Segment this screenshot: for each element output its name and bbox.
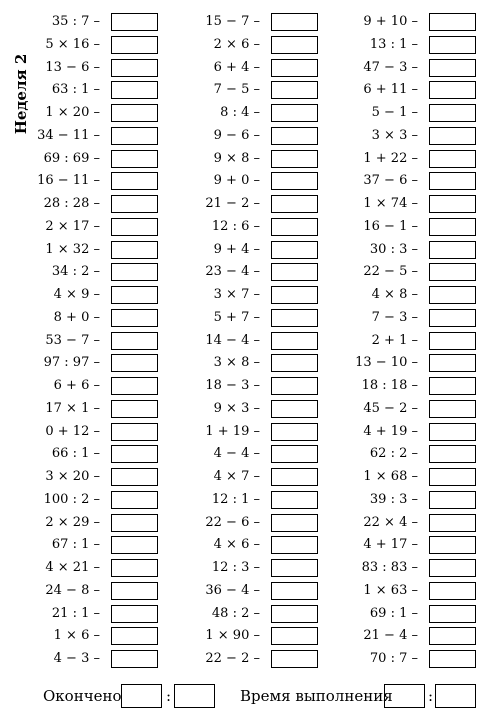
answer-box[interactable] <box>271 241 318 259</box>
problem-expression: 62 : 2 – <box>370 446 418 462</box>
problem-row <box>160 422 320 445</box>
problem-expression: 5 × 16 – <box>45 37 100 53</box>
answer-box[interactable] <box>271 286 318 304</box>
answer-box[interactable] <box>271 605 318 623</box>
answer-box[interactable] <box>111 172 158 190</box>
answer-box[interactable] <box>111 59 158 77</box>
problem-expression: 5 + 7 – <box>214 310 260 326</box>
finished-label: Окончено <box>43 687 122 705</box>
problem-expression: 8 + 0 – <box>54 310 100 326</box>
problem-expression: 9 + 0 – <box>214 173 260 189</box>
problem-expression: 21 − 4 – <box>363 628 418 644</box>
problem-row <box>318 308 478 331</box>
answer-box[interactable] <box>111 81 158 99</box>
problem-row <box>160 80 320 103</box>
answer-box[interactable] <box>429 172 476 190</box>
problem-row <box>0 103 160 126</box>
problem-expression: 4 − 4 – <box>214 446 260 462</box>
time-seconds-box[interactable] <box>435 684 476 708</box>
answer-box[interactable] <box>111 218 158 236</box>
problem-row <box>160 535 320 558</box>
problem-row <box>0 422 160 445</box>
answer-box[interactable] <box>111 354 158 372</box>
problem-expression: 8 : 4 – <box>220 105 260 121</box>
problem-row <box>160 467 320 490</box>
answer-box[interactable] <box>111 263 158 281</box>
problem-row <box>0 262 160 285</box>
answer-box[interactable] <box>111 400 158 418</box>
problem-row <box>0 80 160 103</box>
answer-box[interactable] <box>271 423 318 441</box>
problem-row <box>0 626 160 649</box>
finished-hours-box[interactable] <box>121 684 162 708</box>
answer-box[interactable] <box>271 354 318 372</box>
problem-row <box>160 240 320 263</box>
problem-row <box>160 171 320 194</box>
problem-expression: 6 + 11 – <box>363 82 418 98</box>
answer-box[interactable] <box>111 104 158 122</box>
answer-box[interactable] <box>271 377 318 395</box>
problem-expression: 4 × 21 – <box>45 560 100 576</box>
answer-box[interactable] <box>271 514 318 532</box>
problem-row <box>160 12 320 35</box>
problem-expression: 6 + 4 – <box>214 60 260 76</box>
problem-row <box>0 194 160 217</box>
answer-box[interactable] <box>271 536 318 554</box>
answer-box[interactable] <box>429 468 476 486</box>
problem-expression: 48 : 2 – <box>212 606 260 622</box>
problem-row <box>318 149 478 172</box>
problem-row <box>0 604 160 627</box>
problem-row <box>160 399 320 422</box>
problem-expression: 16 − 11 – <box>37 173 100 189</box>
problem-row <box>0 35 160 58</box>
problem-expression: 13 − 6 – <box>45 60 100 76</box>
answer-box[interactable] <box>429 491 476 509</box>
answer-box[interactable] <box>429 81 476 99</box>
answer-box[interactable] <box>271 150 318 168</box>
problem-row <box>160 58 320 81</box>
problem-expression: 97 : 97 – <box>44 355 100 371</box>
problem-expression: 1 × 6 – <box>54 628 100 644</box>
problem-row <box>160 149 320 172</box>
problem-row <box>160 626 320 649</box>
problem-expression: 67 : 1 – <box>52 537 100 553</box>
problem-expression: 2 × 17 – <box>45 219 100 235</box>
problem-row <box>160 308 320 331</box>
problem-expression: 9 × 8 – <box>214 151 260 167</box>
answer-box[interactable] <box>271 81 318 99</box>
problem-expression: 63 : 1 – <box>52 82 100 98</box>
answer-box[interactable] <box>429 150 476 168</box>
answer-box[interactable] <box>271 59 318 77</box>
problem-row <box>160 513 320 536</box>
problem-row <box>0 12 160 35</box>
week-label-text: Неделя 2 <box>12 53 30 135</box>
problem-row <box>318 353 478 376</box>
problem-row <box>318 513 478 536</box>
problem-row <box>318 535 478 558</box>
answer-box[interactable] <box>429 400 476 418</box>
problem-expression: 4 − 3 – <box>54 651 100 667</box>
problem-expression: 0 + 12 – <box>45 424 100 440</box>
problem-row <box>318 467 478 490</box>
problem-expression: 1 × 63 – <box>363 583 418 599</box>
answer-box[interactable] <box>429 559 476 577</box>
answer-box[interactable] <box>111 195 158 213</box>
problem-expression: 9 + 10 – <box>363 14 418 30</box>
answer-box[interactable] <box>111 605 158 623</box>
problem-row <box>160 649 320 672</box>
problem-expression: 2 × 6 – <box>214 37 260 53</box>
problem-row <box>0 217 160 240</box>
answer-box[interactable] <box>429 286 476 304</box>
answer-box[interactable] <box>271 104 318 122</box>
problem-expression: 5 − 1 – <box>372 105 418 121</box>
answer-box[interactable] <box>111 36 158 54</box>
answer-box[interactable] <box>111 468 158 486</box>
answer-box[interactable] <box>429 218 476 236</box>
answer-box[interactable] <box>271 36 318 54</box>
answer-box[interactable] <box>429 354 476 372</box>
problem-expression: 3 × 8 – <box>214 355 260 371</box>
answer-box[interactable] <box>429 36 476 54</box>
problem-row <box>318 12 478 35</box>
problem-expression: 15 − 7 – <box>205 14 260 30</box>
problem-expression: 100 : 2 – <box>44 492 100 508</box>
problem-expression: 39 : 3 – <box>370 492 418 508</box>
problem-row <box>160 35 320 58</box>
time-label: Время выполнения <box>240 687 393 705</box>
time-minutes-box[interactable] <box>384 684 425 708</box>
problem-expression: 12 : 6 – <box>212 219 260 235</box>
problem-row <box>160 262 320 285</box>
problem-row <box>160 285 320 308</box>
problem-row <box>318 171 478 194</box>
answer-box[interactable] <box>111 559 158 577</box>
answer-box[interactable] <box>429 263 476 281</box>
answer-box[interactable] <box>429 582 476 600</box>
answer-box[interactable] <box>111 627 158 645</box>
problem-expression: 47 − 3 – <box>363 60 418 76</box>
problem-row <box>160 376 320 399</box>
problem-row <box>318 376 478 399</box>
footer <box>0 684 501 710</box>
problem-expression: 21 − 2 – <box>205 196 260 212</box>
answer-box[interactable] <box>271 172 318 190</box>
problem-expression: 3 × 20 – <box>45 469 100 485</box>
problem-expression: 1 × 68 – <box>363 469 418 485</box>
problem-column-2 <box>160 12 320 672</box>
problem-row <box>318 103 478 126</box>
problem-expression: 4 × 9 – <box>54 287 100 303</box>
problem-expression: 70 : 7 – <box>370 651 418 667</box>
answer-box[interactable] <box>429 423 476 441</box>
problem-row <box>160 331 320 354</box>
answer-box[interactable] <box>429 59 476 77</box>
answer-box[interactable] <box>111 241 158 259</box>
problem-expression: 14 − 4 – <box>205 333 260 349</box>
problem-row <box>318 399 478 422</box>
problem-row <box>318 194 478 217</box>
answer-box[interactable] <box>429 104 476 122</box>
answer-box[interactable] <box>429 195 476 213</box>
problem-row <box>0 126 160 149</box>
problem-row <box>0 535 160 558</box>
problem-expression: 17 × 1 – <box>45 401 100 417</box>
problem-expression: 9 + 4 – <box>214 242 260 258</box>
problem-expression: 18 − 3 – <box>205 378 260 394</box>
problem-row <box>160 581 320 604</box>
problem-expression: 36 − 4 – <box>205 583 260 599</box>
problem-row <box>0 649 160 672</box>
problem-expression: 1 + 22 – <box>363 151 418 167</box>
answer-box[interactable] <box>111 332 158 350</box>
problem-expression: 22 − 2 – <box>205 651 260 667</box>
problem-expression: 53 − 7 – <box>45 333 100 349</box>
problem-expression: 83 : 83 – <box>362 560 418 576</box>
problem-expression: 35 : 7 – <box>52 14 100 30</box>
problem-row <box>160 353 320 376</box>
answer-box[interactable] <box>111 582 158 600</box>
problem-row <box>160 126 320 149</box>
problem-expression: 3 × 7 – <box>214 287 260 303</box>
answer-box[interactable] <box>271 445 318 463</box>
problem-row <box>160 558 320 581</box>
answer-box[interactable] <box>429 514 476 532</box>
problem-row <box>160 490 320 513</box>
problem-row <box>0 490 160 513</box>
problem-expression: 22 − 5 – <box>363 264 418 280</box>
problem-row <box>0 513 160 536</box>
answer-box[interactable] <box>271 263 318 281</box>
answer-box[interactable] <box>429 536 476 554</box>
problem-expression: 9 − 6 – <box>214 128 260 144</box>
problem-expression: 45 − 2 – <box>363 401 418 417</box>
answer-box[interactable] <box>271 218 318 236</box>
problem-expression: 22 − 6 – <box>205 515 260 531</box>
problem-row <box>160 194 320 217</box>
problem-expression: 12 : 1 – <box>212 492 260 508</box>
problem-expression: 9 × 3 – <box>214 401 260 417</box>
problem-row <box>318 422 478 445</box>
problem-expression: 28 : 28 – <box>44 196 100 212</box>
problem-row <box>318 626 478 649</box>
problem-expression: 7 − 3 – <box>372 310 418 326</box>
answer-box[interactable] <box>111 536 158 554</box>
answer-box[interactable] <box>271 195 318 213</box>
problem-row <box>318 58 478 81</box>
problem-row <box>0 399 160 422</box>
problem-row <box>318 240 478 263</box>
problem-row <box>0 285 160 308</box>
answer-box[interactable] <box>429 605 476 623</box>
time-colon: : <box>428 687 434 705</box>
answer-box[interactable] <box>429 309 476 327</box>
answer-box[interactable] <box>271 582 318 600</box>
problem-expression: 1 + 19 – <box>205 424 260 440</box>
answer-box[interactable] <box>271 400 318 418</box>
problem-expression: 12 : 3 – <box>212 560 260 576</box>
problem-expression: 4 + 17 – <box>363 537 418 553</box>
problem-row <box>160 604 320 627</box>
finished-minutes-box[interactable] <box>174 684 215 708</box>
answer-box[interactable] <box>429 650 476 668</box>
answer-box[interactable] <box>111 491 158 509</box>
problem-row <box>0 58 160 81</box>
problem-row <box>160 444 320 467</box>
answer-box[interactable] <box>429 127 476 145</box>
answer-box[interactable] <box>429 627 476 645</box>
problem-expression: 21 : 1 – <box>52 606 100 622</box>
problem-expression: 2 + 1 – <box>372 333 418 349</box>
finished-colon: : <box>166 687 172 705</box>
answer-box[interactable] <box>111 150 158 168</box>
answer-box[interactable] <box>111 309 158 327</box>
problem-expression: 13 − 10 – <box>355 355 418 371</box>
problem-expression: 18 : 18 – <box>362 378 418 394</box>
problem-row <box>318 217 478 240</box>
answer-box[interactable] <box>271 127 318 145</box>
answer-box[interactable] <box>111 13 158 31</box>
problem-expression: 4 × 6 – <box>214 537 260 553</box>
answer-box[interactable] <box>271 332 318 350</box>
answer-box[interactable] <box>111 127 158 145</box>
problem-row <box>0 376 160 399</box>
problem-expression: 7 − 5 – <box>214 82 260 98</box>
problem-expression: 1 × 90 – <box>205 628 260 644</box>
problem-expression: 6 + 6 – <box>54 378 100 394</box>
problem-expression: 66 : 1 – <box>52 446 100 462</box>
problem-row <box>0 581 160 604</box>
problem-row <box>318 649 478 672</box>
answer-box[interactable] <box>429 332 476 350</box>
answer-box[interactable] <box>271 650 318 668</box>
problem-expression: 1 × 74 – <box>363 196 418 212</box>
answer-box[interactable] <box>111 650 158 668</box>
problem-expression: 2 × 29 – <box>45 515 100 531</box>
problem-row <box>0 353 160 376</box>
answer-box[interactable] <box>111 286 158 304</box>
problem-row <box>318 331 478 354</box>
problem-expression: 1 × 32 – <box>45 242 100 258</box>
problem-expression: 13 : 1 – <box>370 37 418 53</box>
answer-box[interactable] <box>429 13 476 31</box>
answer-box[interactable] <box>111 423 158 441</box>
problem-row <box>318 80 478 103</box>
problem-row <box>0 467 160 490</box>
problem-row <box>0 308 160 331</box>
problem-column-1 <box>0 12 160 672</box>
problem-column-3 <box>318 12 478 672</box>
problem-expression: 30 : 3 – <box>370 242 418 258</box>
problem-row <box>318 444 478 467</box>
problem-row <box>318 558 478 581</box>
problem-expression: 34 − 11 – <box>37 128 100 144</box>
problem-expression: 69 : 69 – <box>44 151 100 167</box>
answer-box[interactable] <box>271 468 318 486</box>
problem-row <box>160 103 320 126</box>
answer-box[interactable] <box>429 445 476 463</box>
problem-row <box>318 262 478 285</box>
answer-box[interactable] <box>271 309 318 327</box>
problem-expression: 16 − 1 – <box>363 219 418 235</box>
answer-box[interactable] <box>111 377 158 395</box>
problem-expression: 4 × 8 – <box>372 287 418 303</box>
answer-box[interactable] <box>271 13 318 31</box>
problem-expression: 4 + 19 – <box>363 424 418 440</box>
problem-row <box>318 126 478 149</box>
answer-box[interactable] <box>111 514 158 532</box>
problem-expression: 23 − 4 – <box>205 264 260 280</box>
problem-row <box>160 217 320 240</box>
problem-expression: 22 × 4 – <box>363 515 418 531</box>
problem-expression: 4 × 7 – <box>214 469 260 485</box>
answer-box[interactable] <box>271 559 318 577</box>
problem-row <box>0 171 160 194</box>
problem-expression: 24 − 8 – <box>45 583 100 599</box>
problem-row <box>318 490 478 513</box>
problem-row <box>0 240 160 263</box>
problem-row <box>318 604 478 627</box>
answer-box[interactable] <box>271 627 318 645</box>
problem-row <box>0 558 160 581</box>
problem-expression: 69 : 1 – <box>370 606 418 622</box>
problem-expression: 34 : 2 – <box>52 264 100 280</box>
problem-expression: 1 × 20 – <box>45 105 100 121</box>
problem-row <box>318 581 478 604</box>
answer-box[interactable] <box>111 445 158 463</box>
problem-row <box>318 285 478 308</box>
problem-row <box>0 331 160 354</box>
answer-box[interactable] <box>429 241 476 259</box>
problem-expression: 3 × 3 – <box>372 128 418 144</box>
problem-expression: 37 − 6 – <box>363 173 418 189</box>
problem-row <box>318 35 478 58</box>
problem-row <box>0 149 160 172</box>
answer-box[interactable] <box>271 491 318 509</box>
answer-box[interactable] <box>429 377 476 395</box>
problem-row <box>0 444 160 467</box>
